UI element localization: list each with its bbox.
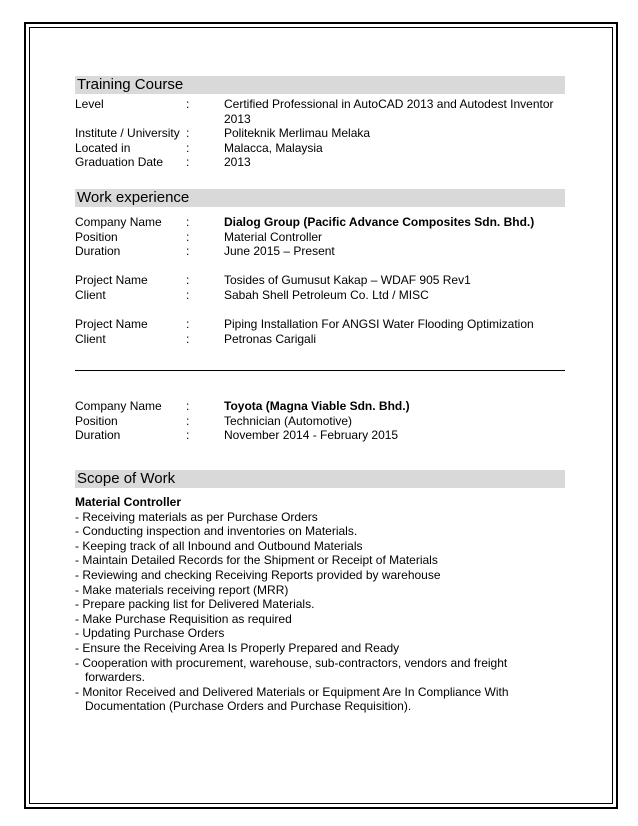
row-label: Institute / University	[75, 126, 180, 141]
row-value: Politeknik Merlimau Melaka	[224, 126, 371, 141]
scope-of-work-header: Scope of Work	[75, 470, 565, 488]
scope-item: - Updating Purchase Orders	[75, 626, 225, 641]
scope-item: - Reviewing and checking Receiving Reports provided by warehouse	[75, 568, 441, 583]
row-separator: :	[186, 97, 190, 111]
row-value: Certified Professional in AutoCAD 2013 and Autodest Inventor 2013	[224, 97, 554, 126]
job1-client1-row	[75, 288, 565, 303]
job1-project1-row	[75, 273, 565, 288]
job1-company-row	[75, 215, 565, 230]
row-separator: :	[186, 126, 190, 141]
scope-item: - Make materials receiving report (MRR)	[75, 582, 289, 597]
client-value: Petronas Carigali	[224, 331, 317, 346]
job2-duration-row	[75, 428, 565, 443]
scope-item: - Receiving materials as per Purchase Orders	[75, 509, 318, 524]
project-value: Tosides of Gumusut Kakap – WDAF 905 Rev1	[224, 273, 471, 288]
company-name: Dialog Group (Pacific Advance Composites Sdn. Bhd.)	[224, 214, 535, 229]
training-row-location	[75, 141, 565, 156]
duration-value: November 2014 - February 2015	[224, 428, 399, 443]
row-separator: :	[186, 273, 190, 288]
row-value: 2013	[224, 155, 251, 170]
row-separator: :	[186, 229, 190, 244]
duration-value: June 2015 – Present	[224, 244, 335, 259]
job1-position-row	[75, 230, 565, 245]
resume-content	[75, 76, 565, 714]
row-separator: :	[186, 287, 190, 302]
training-row-institute	[75, 126, 565, 141]
position-value: Technician (Automotive)	[224, 413, 353, 428]
row-separator: :	[186, 413, 190, 428]
row-label: Graduation Date	[75, 155, 164, 170]
row-label: Project Name	[75, 273, 148, 288]
scope-item: - Conducting inspection and inventories on Materials.	[75, 524, 358, 539]
row-label: Located in	[75, 140, 131, 155]
training-course-header: Training Course	[75, 76, 565, 94]
training-row-graduation	[75, 155, 565, 170]
training-course-section	[75, 97, 565, 170]
row-separator: :	[186, 331, 190, 346]
row-label: Company Name	[75, 214, 162, 229]
scope-item: - Prepare packing list for Delivered Materials.	[75, 597, 315, 612]
row-label: Client	[75, 287, 106, 302]
job1-client2-row	[75, 332, 565, 347]
job1-duration-row	[75, 244, 565, 259]
client-value: Sabah Shell Petroleum Co. Ltd / MISC	[224, 287, 429, 302]
scope-item: - Monitor Received and Delivered Materials or Equipment Are In Compliance With Documentation (Purchase Orders and Purchase Requisition).	[75, 684, 509, 714]
row-separator: :	[186, 317, 190, 332]
job-dialog-group	[75, 215, 565, 346]
row-separator: :	[186, 214, 190, 229]
project-value: Piping Installation For ANGSI Water Flooding Optimization	[224, 317, 534, 332]
scope-item: - Ensure the Receiving Area Is Properly Prepared and Ready	[75, 641, 400, 656]
scope-item: - Keeping track of all Inbound and Outbound Materials	[75, 538, 363, 553]
job2-company-row	[75, 399, 565, 414]
company-name: Toyota (Magna Viable Sdn. Bhd.)	[224, 398, 410, 413]
row-label: Duration	[75, 428, 121, 443]
row-label: Level	[75, 97, 104, 111]
job-toyota	[75, 399, 565, 443]
row-label: Client	[75, 331, 106, 346]
job2-position-row	[75, 414, 565, 429]
row-label: Company Name	[75, 398, 162, 413]
row-label: Duration	[75, 244, 121, 259]
row-label: Project Name	[75, 317, 148, 332]
scope-item: - Cooperation with procurement, warehouse, sub-contractors, vendors and freight forwarders.	[75, 655, 508, 685]
scope-list	[75, 510, 565, 714]
row-value: Malacca, Malaysia	[224, 140, 323, 155]
scope-item: - Make Purchase Requisition as required	[75, 611, 292, 626]
position-value: Material Controller	[224, 229, 323, 244]
job1-project2-row	[75, 317, 565, 332]
row-label: Position	[75, 229, 118, 244]
scope-title: Material Controller	[75, 494, 182, 509]
row-separator: :	[186, 155, 190, 170]
row-separator: :	[186, 428, 190, 443]
work-experience-header: Work experience	[75, 189, 565, 207]
scope-item: - Maintain Detailed Records for the Shipment or Receipt of Materials	[75, 553, 438, 568]
training-row-level	[75, 97, 565, 126]
row-separator: :	[186, 398, 190, 413]
row-separator: :	[186, 140, 190, 155]
row-separator: :	[186, 244, 190, 259]
row-label: Position	[75, 413, 118, 428]
